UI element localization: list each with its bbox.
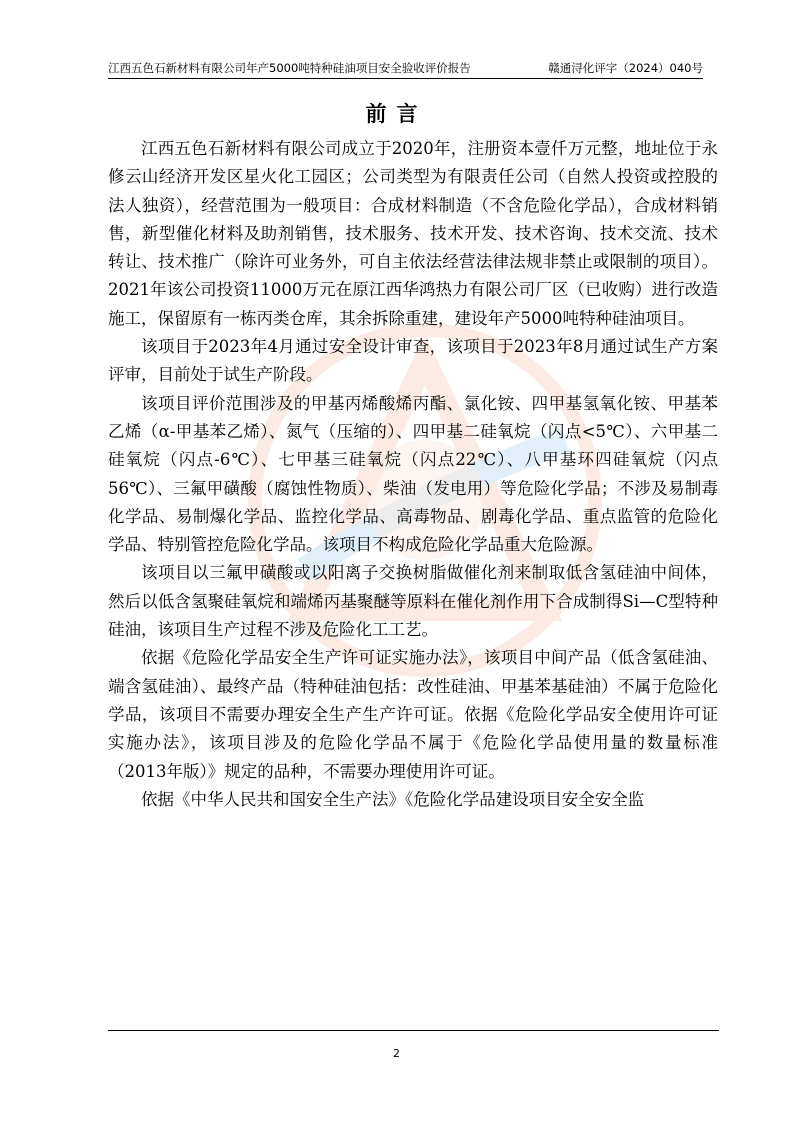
- page-header: [108, 56, 703, 79]
- paragraph-process: 该项目以三氟甲磺酸或以阳离子交换树脂做催化剂来制取低含氢硅油中间体，然后以低含氢聚硅氧烷和端烯丙基聚醚等原料在催化剂作用下合成制得Si—C型特种硅油，该项目生产过程不涉及危险化工工艺。: [108, 563, 718, 640]
- header-document-number: 赣通浔化评字（2024）040号: [548, 61, 703, 75]
- paragraph-hazardous-chemicals: 该项目评价范围涉及的甲基丙烯酸烯丙酯、氯化铵、四甲基氢氧化铵、甲基苯乙烯（α-甲基苯乙烯）、氮气（压缩的）、四甲基二硅氧烷（闪点<5℃）、六甲基二硅氧烷（闪点-6℃）、七甲基三硅氧烷（闪点22℃）、八甲基环四硅氧烷（闪点56℃）、三氟甲磺酸（腐蚀性物质）、柴油（发电用）等危险化学品；不涉及易制毒化学品、易制爆化学品、监控化学品、高毒物品、剧毒化学品、重点监管的危险化学品、特别管控危险化学品。该项目不构成危险化学品重大危险源。: [108, 393, 718, 555]
- paragraph-permits: 依据《危险化学品安全生产许可证实施办法》，该项目中间产品（低含氢硅油、端含氢硅油）、最终产品（特种硅油包括：改性硅油、甲基苯基硅油）不属于危险化学品，该项目不需要办理安全生产生产许可证。依据《危险化学品安全使用许可证实施办法》，该项目涉及的危险化学品不属于《危险化学品使用量的数量标准（2013年版）》规定的品种，不需要办理使用许可证。: [108, 648, 718, 781]
- page-title: 前言: [365, 102, 428, 126]
- paragraph-review-status: 该项目于2023年4月通过安全设计审查，该项目于2023年8月通过试生产方案评审，目前处于试生产阶段。: [108, 337, 718, 385]
- page-number: 2: [393, 1047, 400, 1060]
- document-body: [108, 135, 718, 814]
- paragraph-legal-basis: 依据《中华人民共和国安全生产法》《危险化学品建设项目安全安全监: [141, 789, 645, 809]
- footer-divider: [108, 1030, 719, 1031]
- header-report-title: 江西五色石新材料有限公司年产5000吨特种硅油项目安全验收评价报告: [108, 61, 471, 75]
- paragraph-company-intro: 江西五色石新材料有限公司成立于2020年，注册资本壹仟万元整，地址位于永修云山经济开发区星火化工园区；公司类型为有限责任公司（自然人投资或控股的法人独资），经营范围为一般项目：合成材料制造（不含危险化学品），合成材料销售，新型催化材料及助剂销售，技术服务、技术开发、技术咨询、技术交流、技术转让、技术推广（除许可业务外，可自主依法经营法律法规非禁止或限制的项目）。2021年该公司投资11000万元在原江西华鸿热力有限公司厂区（已收购）进行改造施工，保留原有一栋丙类仓库，其余拆除重建，建设年产5000吨特种硅油项目。: [108, 139, 718, 328]
